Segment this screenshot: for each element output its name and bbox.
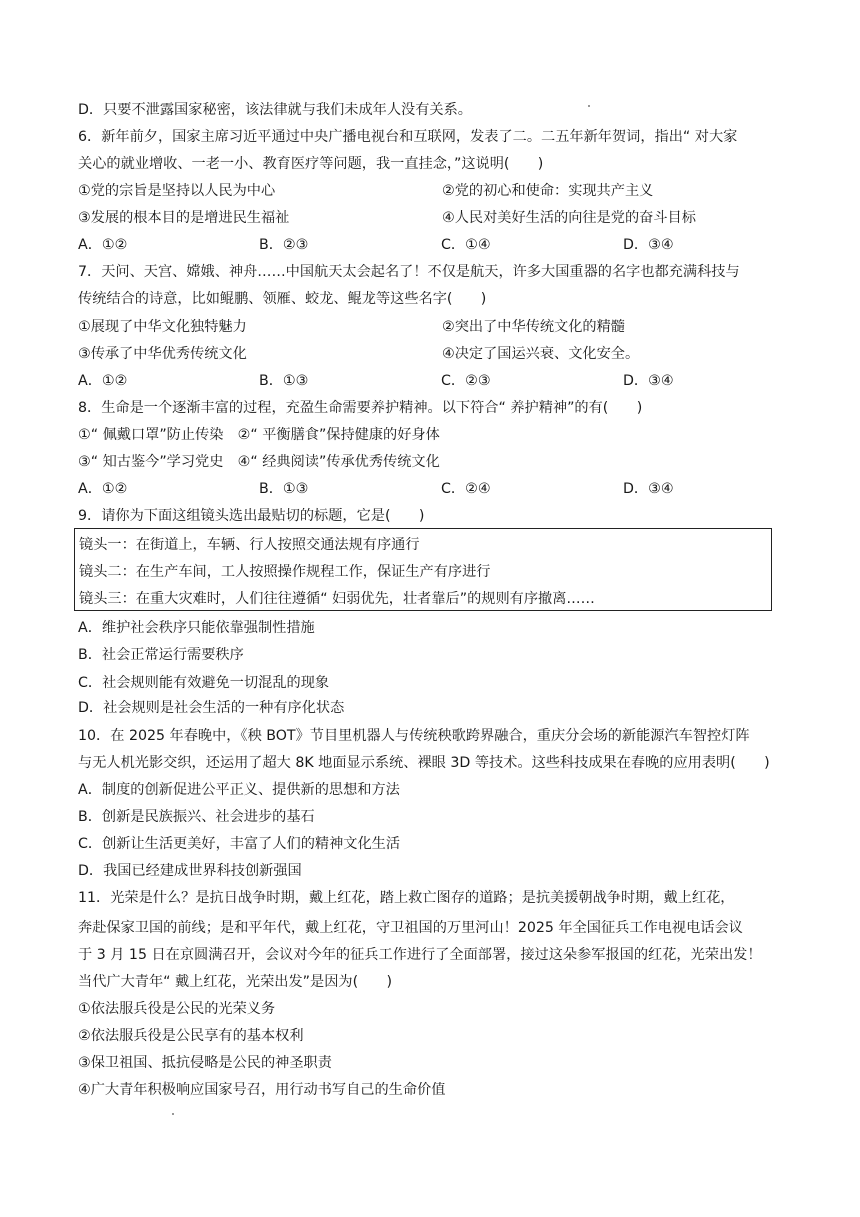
q9-option-c: C．社会规则能有效避免一切混乱的现象 xyxy=(78,675,330,691)
q11-stem-line-3: 于 3 月 15 日在京圆满召开，会议对今年的征兵工作进行了全面部署，接过这朵参军报国的红花，光荣出发！ xyxy=(78,947,762,963)
q8-items-1-2: ①“ 佩戴口罩”防止传染 ②“ 平衡膳食”保持健康的好身体 xyxy=(78,427,440,443)
q11-item-1: ①依法服兵役是公民的光荣义务 xyxy=(78,1001,276,1017)
q10-option-d: D．我国已经建成世界科技创新强国 xyxy=(78,863,302,879)
scan-speck-top xyxy=(588,105,590,107)
q11-stem-line-4: 当代广大青年“ 戴上红花，光荣出发”是因为( ) xyxy=(78,974,393,990)
q7-item-2: ②突出了中华传统文化的精髓 xyxy=(442,319,625,335)
q7-option-d: D．③④ xyxy=(623,373,674,389)
q11-item-4: ④广大青年积极响应国家号召，用行动书写自己的生命价值 xyxy=(78,1082,446,1098)
q10-stem-line-1: 10．在 2025 年春晚中，《秧 BOT》节目里机器人与传统秧歌跨界融合，重庆分会场的新能源汽车智控灯阵 xyxy=(78,728,750,744)
q6-option-d: D．③④ xyxy=(623,237,674,253)
q6-item-4: ④人民对美好生活的向往是党的奋斗目标 xyxy=(442,210,696,226)
q8-option-c: C．②④ xyxy=(441,481,491,497)
q9-option-d: D．社会规则是社会生活的一种有序化状态 xyxy=(78,700,345,716)
q7-item-4: ④决定了国运兴衰、文化安全。 xyxy=(442,346,640,362)
q5-option-d: D．只要不泄露国家秘密，该法律就与我们未成年人没有关系。 xyxy=(78,102,472,118)
q7-option-a: A．①② xyxy=(78,373,128,389)
q10-option-a: A．制度的创新促进公平正义、提供新的思想和方法 xyxy=(78,782,400,798)
q8-option-b: B．①③ xyxy=(259,481,309,497)
q11-item-3: ③保卫祖国、抵抗侵略是公民的神圣职责 xyxy=(78,1055,332,1071)
q9-scenario-2: 镜头二：在生产车间，工人按照操作规程工作，保证生产有序进行 xyxy=(79,564,491,580)
q10-option-b: B．创新是民族振兴、社会进步的基石 xyxy=(78,809,315,825)
q11-stem-line-1: 11．光荣是什么？是抗日战争时期，戴上红花，踏上救亡图存的道路；是抗美援朝战争时期，戴上红花， xyxy=(78,890,735,906)
q8-option-d: D．③④ xyxy=(623,481,674,497)
q7-item-3: ③传承了中华优秀传统文化 xyxy=(78,346,247,362)
q7-option-c: C．②③ xyxy=(441,373,491,389)
q7-stem-line-2: 传统结合的诗意，比如鲲鹏、领雁、蛟龙、鲲龙等这些名字( ) xyxy=(78,291,487,307)
q9-option-a: A．维护社会秩序只能依靠强制性措施 xyxy=(78,620,315,636)
q6-option-a: A．①② xyxy=(78,237,128,253)
q9-scenario-3: 镜头三：在重大灾难时，人们往往遵循“ 妇弱优先，壮者靠后”的规则有序撤离…… xyxy=(79,591,595,607)
q6-item-3: ③发展的根本目的是增进民生福祉 xyxy=(78,210,290,226)
q7-option-b: B．①③ xyxy=(259,373,309,389)
q11-item-2: ②依法服兵役是公民享有的基本权利 xyxy=(78,1028,304,1044)
q6-option-b: B．②③ xyxy=(259,237,309,253)
q6-stem-line-1: 6．新年前夕，国家主席习近平通过中央广播电视台和互联网，发表了二。二五年新年贺词，指出“ 对大家 xyxy=(78,129,738,145)
q9-scenario-box xyxy=(74,528,772,611)
q10-option-c: C．创新让生活更美好，丰富了人们的精神文化生活 xyxy=(78,836,401,852)
q7-item-1: ①展现了中华文化独特魅力 xyxy=(78,319,247,335)
q9-option-b: B．社会正常运行需要秩序 xyxy=(78,647,244,663)
q6-item-1: ①党的宗旨是坚持以人民为中心 xyxy=(78,183,276,199)
q9-scenario-1: 镜头一：在街道上，车辆、行人按照交通法规有序通行 xyxy=(79,537,420,553)
q11-stem-line-2: 奔赴保家卫国的前线；是和平年代，戴上红花，守卫祖国的万里河山！2025 年全国征兵工作电视电话会议 xyxy=(78,920,743,936)
q6-stem-line-2: 关心的就业增收、一老一小、教育医疗等问题，我一直挂念，”这说明( ) xyxy=(78,156,544,172)
q8-items-3-4: ③“ 知古鉴今”学习党史 ④“ 经典阅读”传承优秀传统文化 xyxy=(78,454,440,470)
q8-option-a: A．①② xyxy=(78,481,128,497)
scan-speck-bottom xyxy=(172,1113,174,1115)
q8-stem-line-1: 8．生命是一个逐渐丰富的过程，充盈生命需要养护精神。以下符合“ 养护精神”的有( ) xyxy=(78,400,643,416)
q10-stem-line-2: 与无人机光影交织，还运用了超大 8K 地面显示系统、裸眼 3D 等技术。这些科技成果在春晚的应用表明( ) xyxy=(78,755,770,771)
q6-option-c: C．①④ xyxy=(441,237,491,253)
q9-stem-line-1: 9．请你为下面这组镜头选出最贴切的标题，它是( ) xyxy=(78,508,425,524)
q7-stem-line-1: 7．天问、天宫、嫦娥、神舟……中国航天太会起名了！不仅是航天，许多大国重器的名字也都充满科技与 xyxy=(78,264,740,280)
q6-item-2: ②党的初心和使命：实现共产主义 xyxy=(442,183,654,199)
